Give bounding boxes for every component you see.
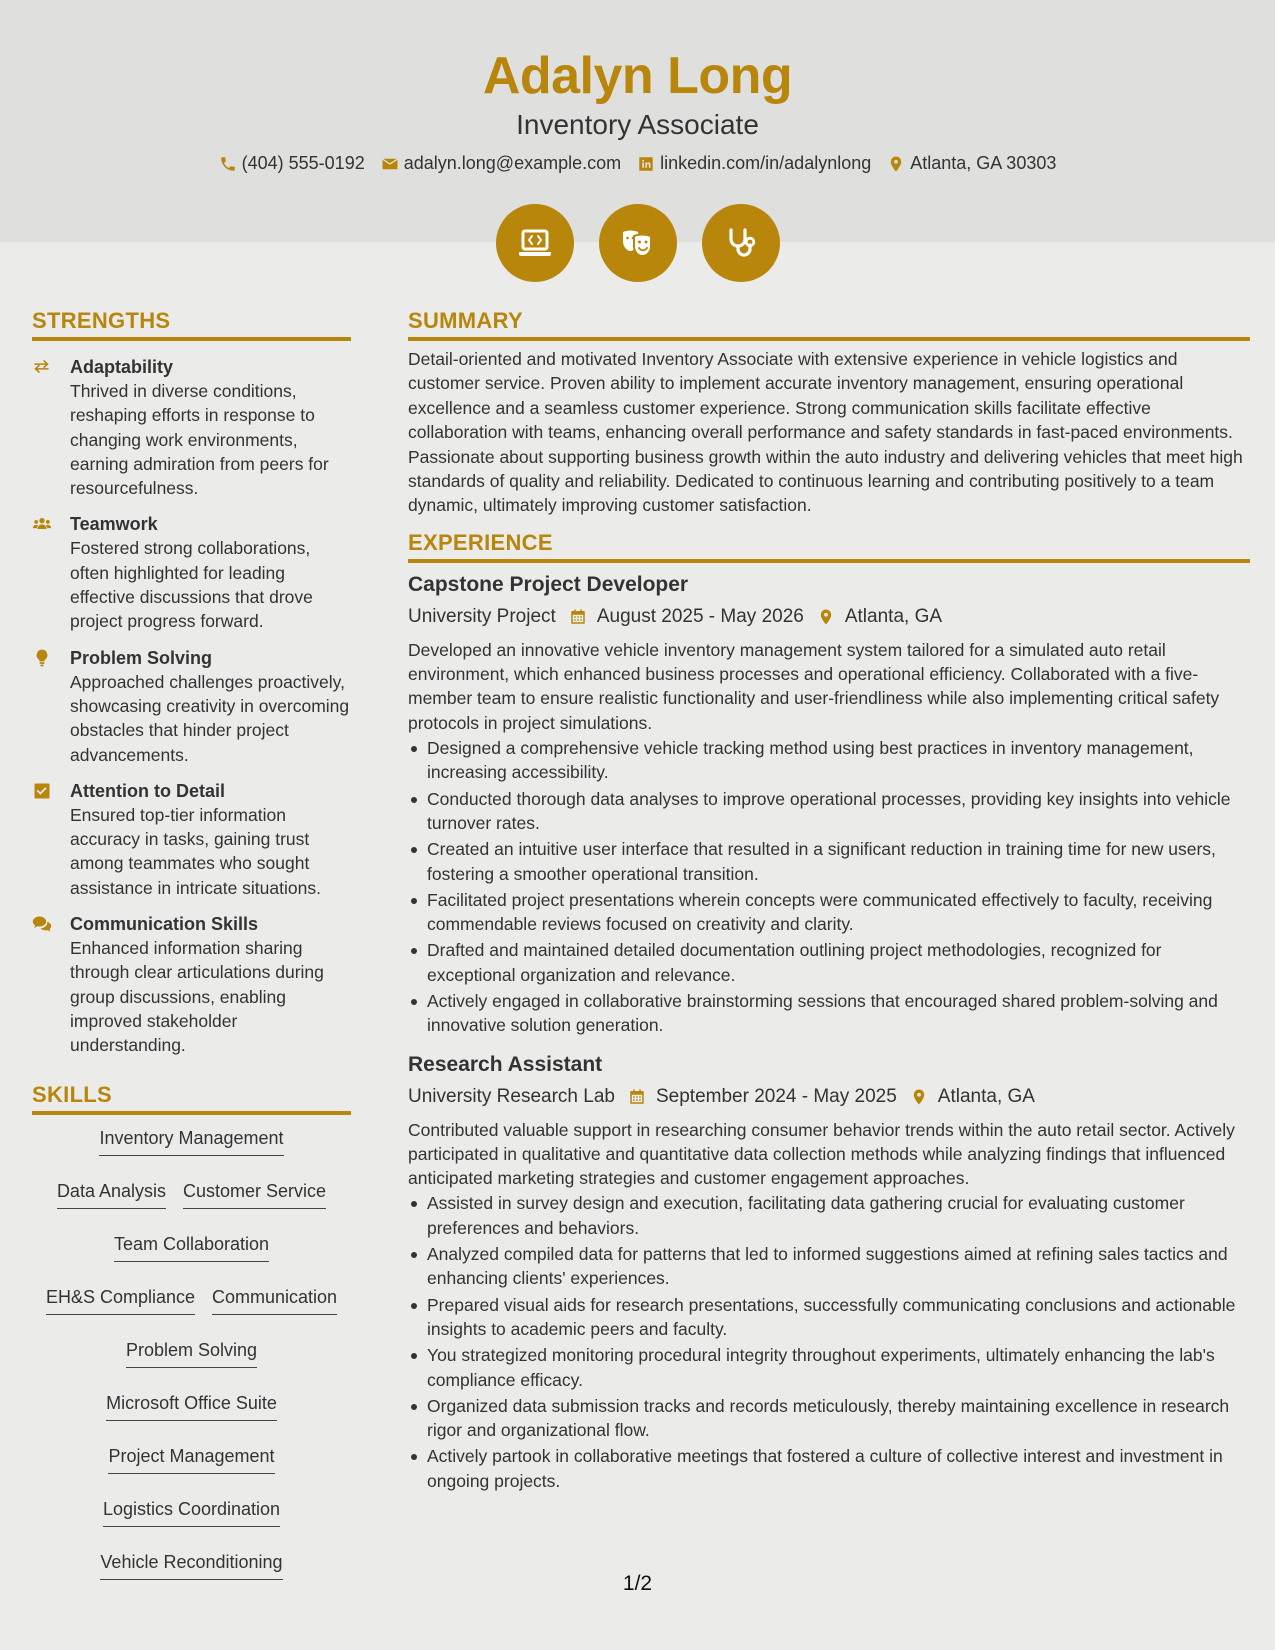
job-org: University Project — [408, 605, 556, 627]
job-entry — [408, 1052, 1250, 1493]
strengths-heading: STRENGTHS — [32, 308, 351, 341]
strength-item — [32, 779, 351, 900]
strength-name: Teamwork — [70, 514, 158, 535]
summary-heading: SUMMARY — [408, 308, 1250, 341]
job-location: Atlanta, GA — [937, 1085, 1035, 1107]
check-square-icon — [32, 781, 52, 801]
job-meta — [408, 1084, 1250, 1110]
left-column — [32, 308, 351, 1580]
strength-name: Attention to Detail — [70, 780, 225, 801]
users-icon — [32, 514, 52, 534]
job-bullets — [408, 736, 1250, 1038]
map-marker-icon — [910, 1088, 928, 1106]
job-title-heading: Inventory Associate — [516, 109, 759, 140]
skill-tag: EH&S Compliance — [46, 1286, 195, 1315]
job-org: University Research Lab — [408, 1085, 615, 1107]
contact-location — [887, 153, 1056, 174]
bullet-item: Organized data submission tracks and records meticulously, thereby maintaining excellence in research rigor and organizational flow. — [408, 1394, 1250, 1443]
job-bullets — [408, 1191, 1250, 1493]
exchange-icon — [32, 357, 52, 377]
job-location: Atlanta, GA — [844, 605, 943, 627]
skill-tag: Inventory Management — [99, 1127, 283, 1156]
skill-tag: Customer Service — [183, 1180, 326, 1209]
bullet-item: Assisted in survey design and execution, facilitating data gathering crucial for evaluating customer preferences and behaviors. — [408, 1191, 1250, 1240]
right-column — [408, 308, 1250, 1495]
contact-phone[interactable] — [219, 153, 365, 174]
page-number: 1/2 — [622, 1572, 653, 1595]
envelope-icon — [381, 155, 399, 173]
strength-desc: Fostered strong collaborations, often highlighted for leading effective discussions that drove project progress forward. — [70, 538, 313, 632]
contact-bar — [0, 153, 1275, 174]
job-dates: August 2025 - May 2026 — [596, 605, 804, 627]
job-role: Capstone Project Developer — [408, 572, 689, 596]
contact-email[interactable] — [381, 153, 621, 174]
contact-linkedin[interactable] — [637, 153, 871, 174]
bullet-item: Drafted and maintained detailed documentation outlining project methodologies, recognized for exceptional organization and relevance. — [408, 938, 1250, 987]
skill-tag: Project Management — [108, 1445, 274, 1474]
skill-tag: Team Collaboration — [114, 1233, 269, 1262]
theater-masks-badge — [599, 204, 677, 282]
skill-tag: Communication — [212, 1286, 337, 1315]
stethoscope-badge — [702, 204, 780, 282]
bullet-item: Prepared visual aids for research presentations, successfully communicating conclusions and actionable insights to academic peers and faculty. — [408, 1293, 1250, 1342]
skill-tag: Problem Solving — [126, 1339, 257, 1368]
bullet-item: You strategized monitoring procedural integrity throughout experiments, ultimately enhancing the lab's compliance efficacy. — [408, 1343, 1250, 1392]
bullet-item: Actively engaged in collaborative brainstorming sessions that encouraged shared problem-solving and innovative solution generation. — [408, 989, 1250, 1038]
strength-item — [32, 512, 351, 633]
skill-tag: Microsoft Office Suite — [106, 1392, 277, 1421]
bullet-item: Facilitated project presentations wherein concepts were communicated effectively to faculty, receiving commendable reviews focused on creativity and clarity. — [408, 888, 1250, 937]
job-entry — [408, 572, 1250, 1038]
job-description: Contributed valuable support in researching consumer behavior trends within the auto retail sector. Actively participated in qualitative and quantitative data collection methods while analyzing findings that influenced anticipated marketing strategies and customer engagement approaches. — [408, 1119, 1235, 1189]
strength-desc: Approached challenges proactively, showcasing creativity in overcoming obstacles that hinder project advancements. — [70, 671, 350, 765]
skill-tag: Logistics Coordination — [103, 1498, 280, 1527]
strength-desc: Thrived in diverse conditions, reshaping efforts in response to changing work environments, earning admiration from peers for resourcefulness. — [70, 381, 329, 499]
strength-desc: Ensured top-tier information accuracy in tasks, gaining trust among teammates who sought assistance in intricate situations. — [70, 804, 321, 898]
calendar-icon — [628, 1088, 646, 1106]
laptop-code-icon — [515, 223, 555, 263]
strength-desc: Enhanced information sharing through clear articulations during group discussions, enabling improved stakeholder understanding. — [70, 938, 324, 1056]
interest-badges — [0, 204, 1275, 282]
email-text: adalyn.long@example.com — [403, 153, 622, 173]
strength-name: Communication Skills — [70, 914, 259, 935]
summary-text: Detail-oriented and motivated Inventory Associate with extensive experience in vehicle logistics and customer service. Proven ability to implement accurate inventory management, ensuring operational excellence and a seamless customer experience. Strong communication skills facilitate effective collaboration with teams, enhancing overall performance and safety standards in fast-paced environments. Passionate about supporting business growth within the auto industry and delivering vehicles that meet high standards of quality and reliability. Dedicated to continuous learning and contributing positively to a team dynamic, ultimately improving customer satisfaction. — [408, 349, 1243, 516]
experience-heading: EXPERIENCE — [408, 530, 1250, 563]
map-marker-icon — [887, 155, 905, 173]
skill-tag: Vehicle Reconditioning — [100, 1551, 282, 1580]
job-meta — [408, 604, 1250, 630]
strength-item — [32, 355, 351, 500]
linkedin-icon — [637, 155, 655, 173]
strength-item — [32, 646, 351, 767]
bullet-item: Actively partook in collaborative meetings that fostered a culture of collective interest and investment in ongoing projects. — [408, 1444, 1250, 1493]
candidate-name: Adalyn Long — [482, 47, 793, 105]
skills-heading: SKILLS — [32, 1082, 351, 1115]
strength-name: Adaptability — [70, 357, 174, 377]
bullet-item: Created an intuitive user interface that resulted in a significant reduction in training time for new users, fostering a smoother operational transition. — [408, 837, 1250, 886]
map-marker-icon — [817, 608, 835, 626]
job-dates: September 2024 - May 2025 — [655, 1085, 897, 1107]
lightbulb-icon — [32, 648, 52, 668]
laptop-code-badge — [496, 204, 574, 282]
bullet-item: Analyzed compiled data for patterns that led to informed suggestions aimed at refining sales tactics and enhancing clients' experiences. — [408, 1242, 1250, 1291]
bullet-item: Designed a comprehensive vehicle tracking method using best practices in inventory management, increasing accessibility. — [408, 736, 1250, 785]
phone-icon — [219, 155, 237, 173]
stethoscope-icon — [721, 223, 761, 263]
job-description: Developed an innovative vehicle inventory management system tailored for a simulated auto retail environment, which enhanced business processes and operational efficiency. Collaborated with a five-member team to ensure realistic functionality and user-friendliness while also implementing critical safety protocols in project simulations. — [408, 639, 1220, 733]
skill-tag: Data Analysis — [57, 1180, 166, 1209]
phone-text: (404) 555-0192 — [241, 153, 365, 173]
comments-icon — [32, 914, 52, 934]
linkedin-text: linkedin.com/in/adalynlong — [660, 153, 872, 173]
theater-masks-icon — [618, 223, 658, 263]
calendar-icon — [569, 608, 587, 626]
skills-list — [32, 1127, 351, 1580]
strength-name: Problem Solving — [70, 647, 213, 668]
strength-item — [32, 912, 351, 1057]
location-text: Atlanta, GA 30303 — [910, 153, 1057, 173]
bullet-item: Conducted thorough data analyses to improve operational processes, providing key insights into vehicle turnover rates. — [408, 787, 1250, 836]
job-role: Research Assistant — [408, 1052, 603, 1076]
